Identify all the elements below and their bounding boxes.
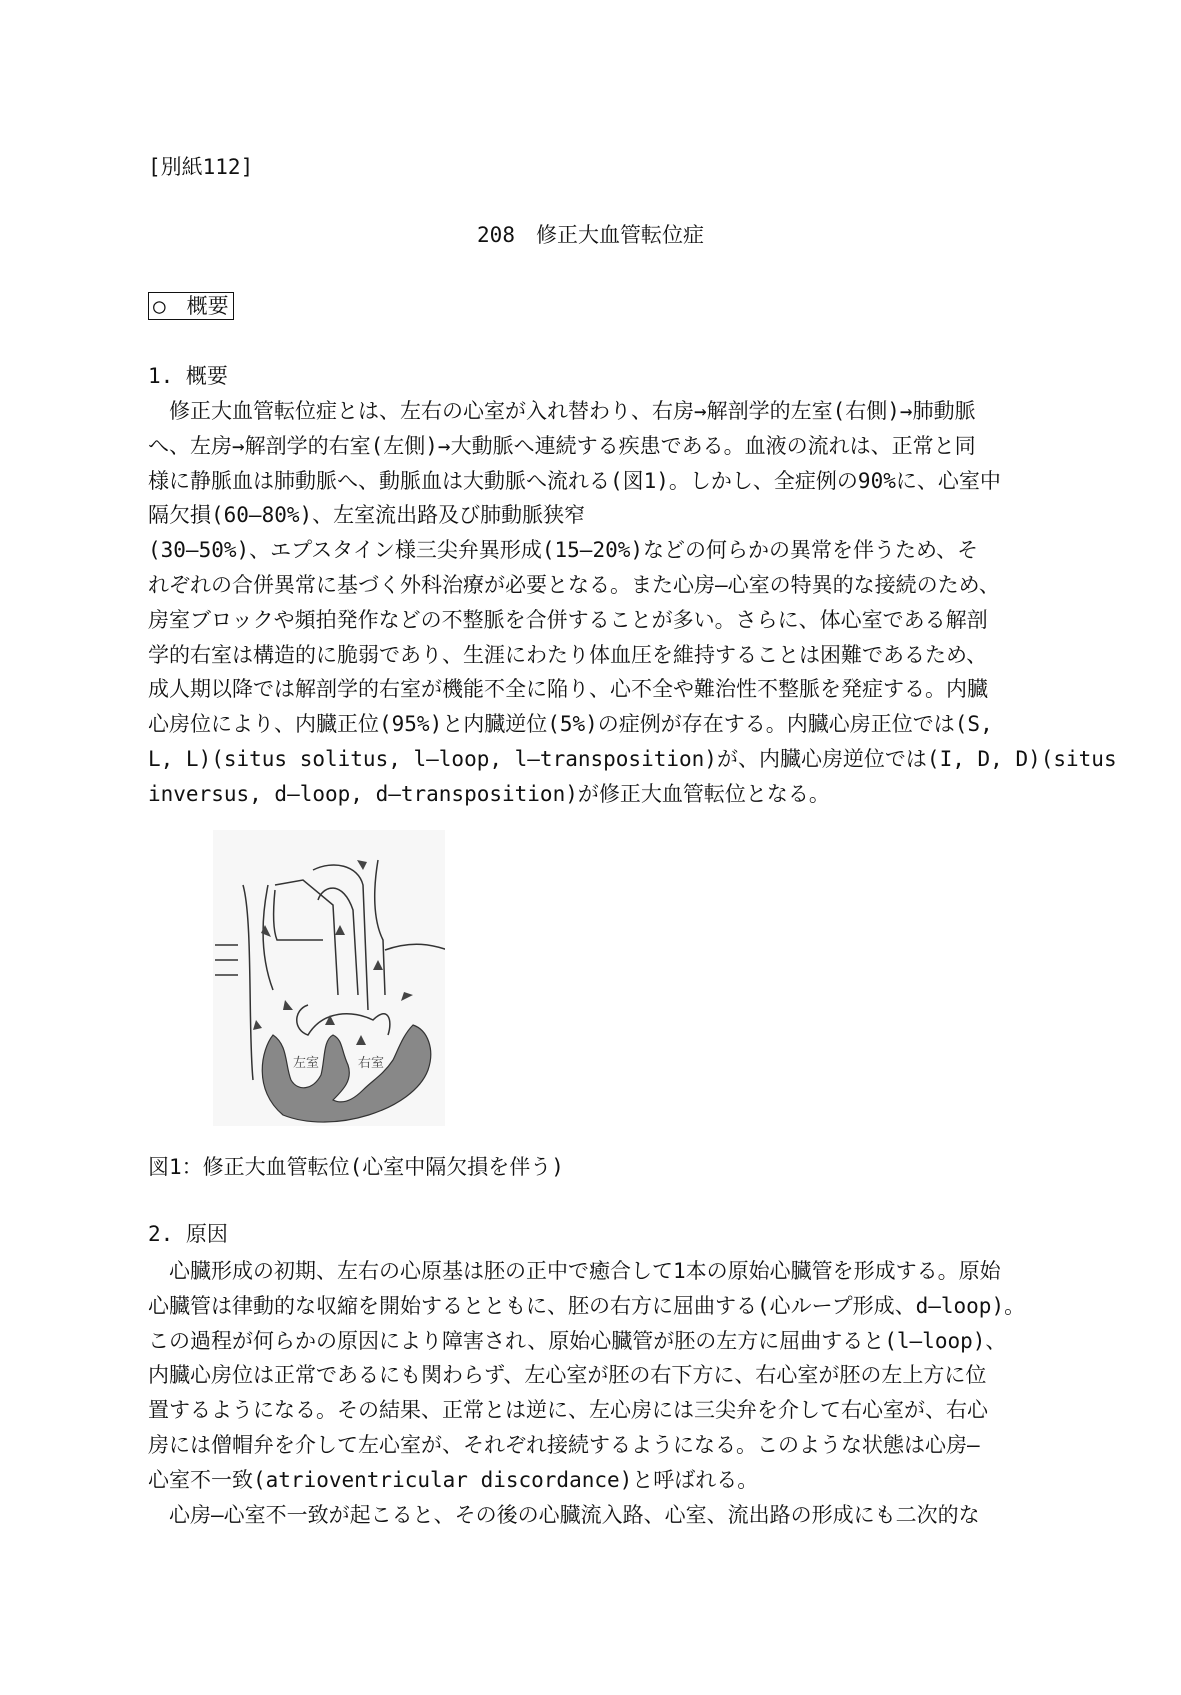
paragraph-line: へ、左房→解剖学的右室(左側)→大動脈へ連続する疾患である。血液の流れは、正常と同	[148, 433, 976, 458]
paragraph-line: 心臓管は律動的な収縮を開始するとともに、胚の右方に屈曲する(心ループ形成、d―loop)。	[148, 1293, 1026, 1318]
heart-diagram-figure	[213, 830, 445, 1126]
paragraph-line: 隔欠損(60―80%)、左室流出路及び肺動脈狭窄	[148, 503, 586, 528]
paragraph-line: この過程が何らかの原因により障害され、原始心臓管が胚の左方に屈曲すると(l―loop)、	[148, 1328, 1007, 1353]
paragraph-line: 修正大血管転位症とは、左右の心室が入れ替わり、右房→解剖学的左室(右側)→肺動脈	[148, 399, 976, 423]
paragraph-line: 心室不一致(atrioventricular discordance)と呼ばれる。	[148, 1467, 759, 1492]
figure-caption: 図1：修正大血管転位(心室中隔欠損を伴う)	[148, 1155, 564, 1179]
paragraph-line: 置するようになる。その結果、正常とは逆に、左心房には三尖弁を介して右心室が、右心	[148, 1398, 988, 1423]
paragraph-line: inversus, d―loop, d―transposition)が修正大血管転位となる。	[148, 781, 830, 806]
section1-heading: 1. 概要	[148, 364, 228, 388]
paragraph-line: 房には僧帽弁を介して左心室が、それぞれ接続するようになる。このような状態は心房―	[148, 1433, 980, 1457]
overview-box-heading: ○ 概要	[148, 292, 234, 320]
section2-heading: 2. 原因	[148, 1222, 228, 1246]
paragraph-line: 内臓心房位は正常であるにも関わらず、左心室が胚の右下方に、右心室が胚の左上方に位	[148, 1363, 987, 1388]
figure-label-right-ventricle: 右室	[358, 1056, 385, 1071]
paragraph-line: 房室ブロックや頻拍発作などの不整脈を合併することが多い。さらに、体心室である解剖	[148, 607, 988, 632]
heart-diagram	[213, 830, 445, 1126]
attachment-label: [別紙112]	[148, 155, 254, 179]
figure-label-left-ventricle: 左室	[293, 1056, 320, 1071]
paragraph-line: れぞれの合併異常に基づく外科治療が必要となる。また心房―心室の特異的な接続のため、	[148, 573, 1000, 597]
paragraph-line: 心臓形成の初期、左右の心原基は胚の正中で癒合して1本の原始心臓管を形成する。原始	[148, 1259, 1001, 1283]
paragraph-line: 心房―心室不一致が起こると、その後の心臓流入路、心室、流出路の形成にも二次的な	[148, 1502, 980, 1527]
paragraph-line: 心房位により、内臓正位(95%)と内臓逆位(5%)の症例が存在する。内臓心房正位では(S,	[148, 712, 993, 737]
paragraph-line: 学的右室は構造的に脆弱であり、生涯にわたり体血圧を維持することは困難であるため、	[148, 642, 988, 667]
paragraph-line: (30―50%)、エプスタイン様三尖弁異形成(15―20%)などの何らかの異常を伴うため、そ	[148, 538, 979, 563]
paragraph-line: 様に静脈血は肺動脈へ、動脈血は大動脈へ流れる(図1)。しかし、全症例の90%に、心室中	[148, 468, 1001, 493]
page-title: 208 修正大血管転位症	[477, 223, 704, 247]
paragraph-line: L, L)(situs solitus, l―loop, l―transposition)が、内臓心房逆位では(I, D, D)(situs	[148, 747, 1117, 771]
paragraph-line: 成人期以降では解剖学的右室が機能不全に陥り、心不全や難治性不整脈を発症する。内臓	[148, 677, 988, 702]
